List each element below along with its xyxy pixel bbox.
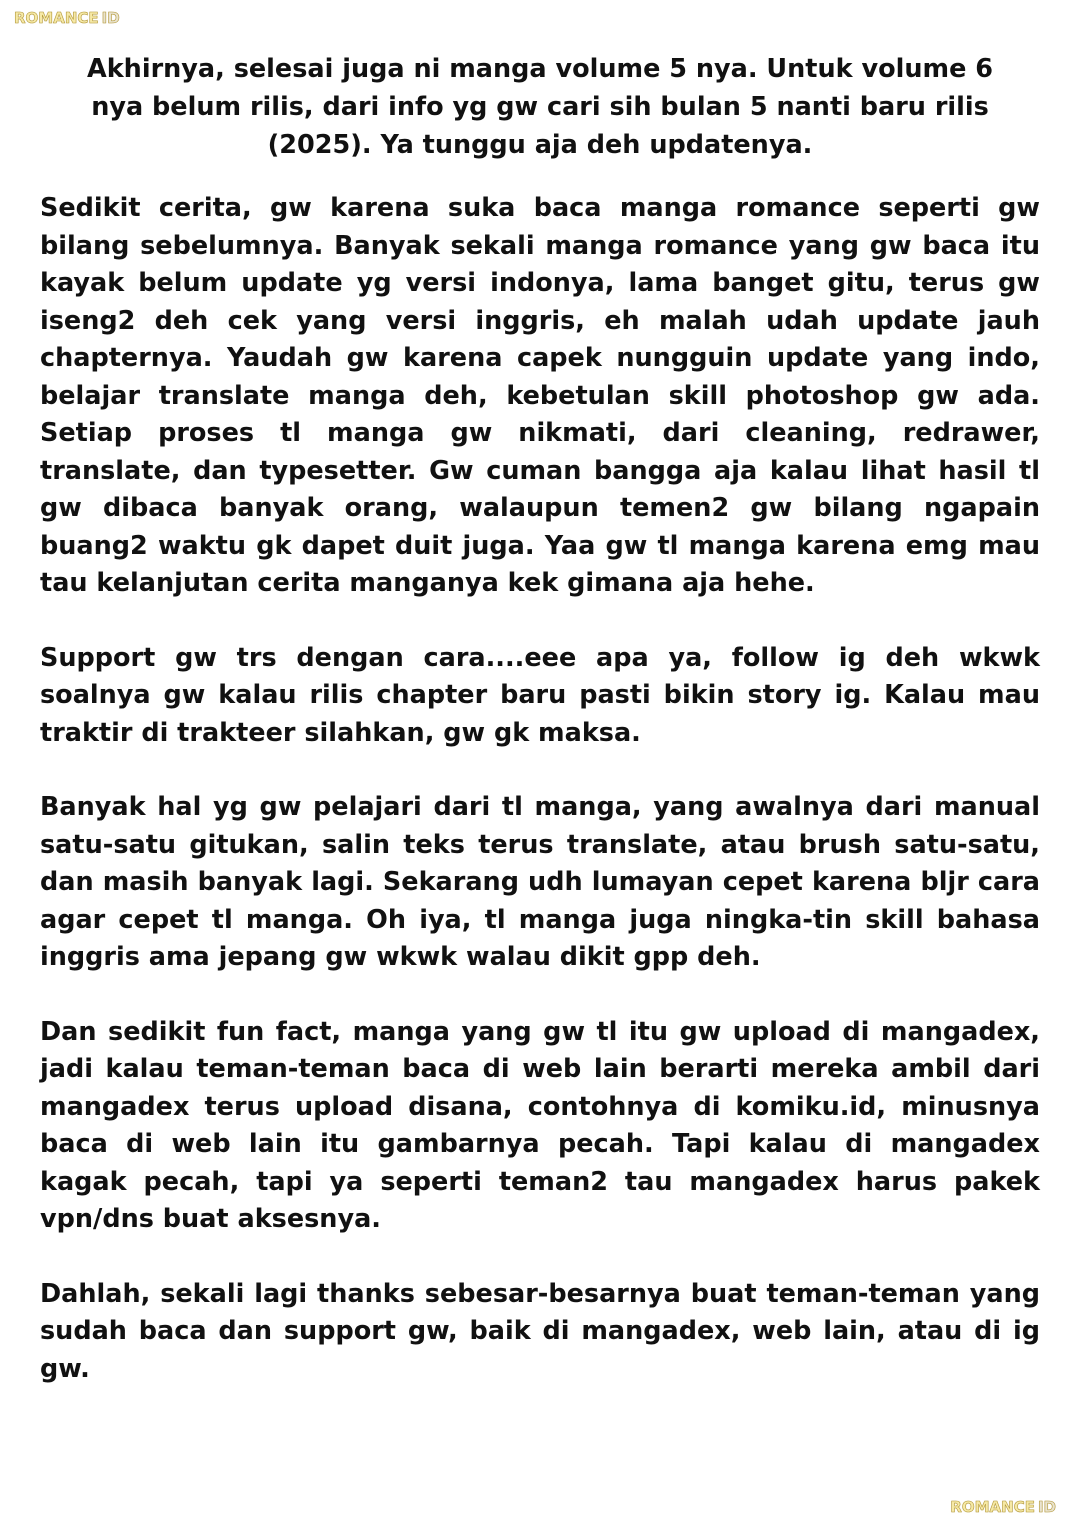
paragraph-lessons: Banyak hal yg gw pelajari dari tl manga, yang awalnya dari manual satu-satu gitukan, salin teks terus translate, atau brush satu-satu, dan masih banyak lagi. Sekarang udh lumayan cepet karena bljr cara agar cepet tl manga. Oh iya, tl manga juga ningka-tin skill bahasa inggris ama jepang gw wkwk walau dikit gpp deh.	[40, 792, 1040, 972]
watermark-suffix: ID	[1037, 1498, 1056, 1516]
watermark-logo-top	[14, 9, 120, 27]
afterword-text	[40, 50, 1040, 1425]
paragraph-story: Sedikit cerita, gw karena suka baca manga romance seperti gw bilang sebelumnya. Banyak sekali manga romance yang gw baca itu kayak belum update yg versi indonya, lama banget gitu, terus gw iseng2 deh cek yang versi inggris, eh malah udah update jauh chapternya. Yaudah gw karena capek nungguin update yang indo, belajar translate manga deh, kebetulan skill photoshop gw ada. Setiap proses tl manga gw nikmati, dari cleaning, redrawer, translate, dan typesetter. Gw cuman bangga aja kalau lihat hasil tl gw dibaca banyak orang, walaupun temen2 gw bilang ngapain buang2 waktu gk dapet duit juga. Yaa gw tl manga karena emg mau tau kelanjutan cerita manganya kek gimana aja hehe.	[40, 193, 1040, 598]
watermark-name: ROMANCE	[14, 9, 99, 27]
intro-paragraph: Akhirnya, selesai juga ni manga volume 5 nya. Untuk volume 6 nya belum rilis, dari info yg gw cari sih bulan 5 nanti baru rilis (2025). Ya tunggu aja deh updatenya.	[86, 54, 993, 160]
watermark-name: ROMANCE	[950, 1498, 1035, 1516]
paragraph-thanks: Dahlah, sekali lagi thanks sebesar-besarnya buat teman-teman yang sudah baca dan support gw, baik di mangadex, web lain, atau di ig gw.	[40, 1278, 1040, 1384]
watermark-logo-bottom	[950, 1498, 1056, 1516]
paragraph-support: Support gw trs dengan cara....eee apa ya, follow ig deh wkwk soalnya gw kalau rilis chapter baru pasti bikin story ig. Kalau mau traktir di trakteer silahkan, gw gk maksa.	[40, 642, 1040, 748]
watermark-suffix: ID	[101, 9, 120, 27]
paragraph-fun-fact: Dan sedikit fun fact, manga yang gw tl itu gw upload di mangadex, jadi kalau teman-teman baca di web lain berarti mereka ambil dari mangadex terus upload disana, contohnya di komiku.id, minusnya baca di web lain itu gambarnya pecah. Tapi kalau di mangadex kagak pecah, tapi ya seperti teman2 tau mangadex harus pakek vpn/dns buat aksesnya.	[40, 1016, 1040, 1234]
